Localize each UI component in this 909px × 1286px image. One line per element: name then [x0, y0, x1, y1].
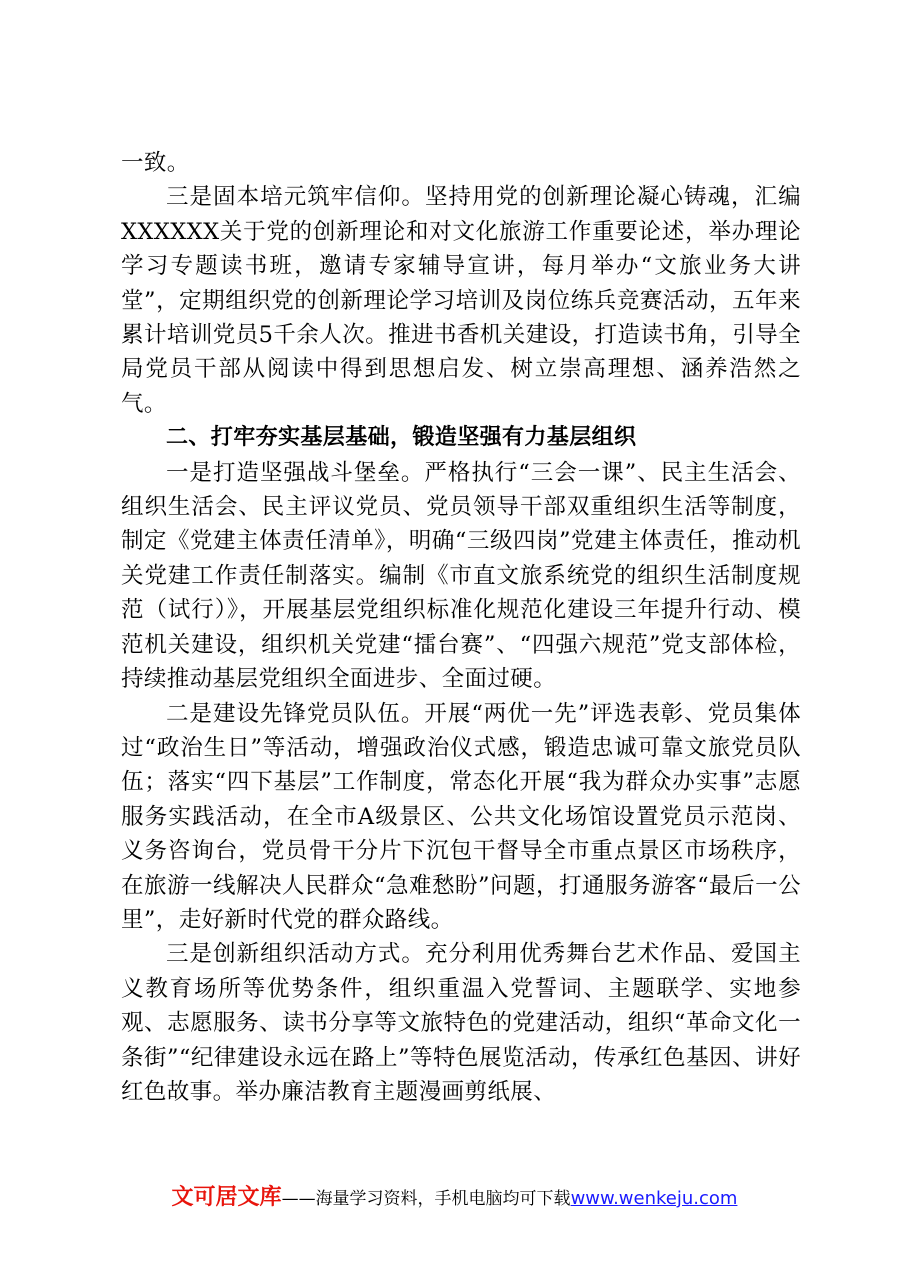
- paragraph-continuation: [121, 146, 801, 180]
- paragraph-lead: 一是打造坚强战斗堡垒。: [166, 459, 425, 486]
- section-heading: 二、打牢夯实基层基础，锻造坚强有力基层组织: [166, 425, 637, 451]
- paragraph-lead: 三是固本培元筑牢信仰。: [166, 184, 425, 211]
- footer-slogan: 海量学习资料，手机电脑均可下载: [315, 1189, 571, 1209]
- document-body: [121, 146, 801, 1109]
- paragraph-text: 一致。: [121, 150, 190, 176]
- footer-banner: [0, 1180, 909, 1211]
- footer-brand: 文可居文库: [171, 1185, 282, 1210]
- footer-dash: ——: [281, 1189, 316, 1209]
- paragraph-text: 坚持用党的创新理论凝心铸魂，汇编XXXXXX关于党的创新理论和对文化旅游工作重要论述，举办理论学习专题读书班，邀请专家辅导宣讲，每月举办“文旅业务大讲堂”，定期组织党的创新理论学习培训及岗位练兵竞赛活动，五年来累计培训党员5千余人次。推进书香机关建设，打造读书角，引导全局党员干部从阅读中得到思想启发、树立崇高理想、涵养浩然之气。: [121, 184, 801, 417]
- paragraph-lead: 三是创新组织活动方式。: [166, 941, 425, 968]
- paragraph-text: 充分利用优秀舞台艺术作品、爱国主义教育场所等优势条件，组织重温入党誓词、主题联学、实地参观、志愿服务、读书分享等文旅特色的党建活动，组织“革命文化一条街”“纪律建设永远在路上”等特色展览活动，传承红色基因、讲好红色故事。举办廉洁教育主题漫画剪纸展、: [121, 941, 801, 1105]
- paragraph-text: 严格执行“三会一课”、民主生活会、组织生活会、民主评议党员、党员领导干部双重组织生活等制度，制定《党建主体责任清单》，明确“三级四岗”党建主体责任，推动机关党建工作责任制落实。编制《市直文旅系统党的组织生活制度规范（试行）》，开展基层党组织标准化规范化建设三年提升行动、模范机关建设，组织机关党建“擂台赛”、“四强六规范”党支部体检，持续推动基层党组织全面进步、全面过硬。: [121, 459, 802, 693]
- paragraph-activities: [121, 937, 801, 1109]
- paragraph-lead: 二是建设先锋党员队伍。: [166, 700, 425, 727]
- paragraph-text: 开展“两优一先”评选表彰、党员集体过“政治生日”等活动，增强政治仪式感，锻造忠诚可靠文旅党员队伍；落实“四下基层”工作制度，常态化开展“我为群众办实事”志愿服务实践活动，在全市A级景区、公共文化场馆设置党员示范岗、义务咨询台，党员骨干分片下沉包干督导全市重点景区市场秩序，在旅游一线解决人民群众“急难愁盼”问题，打通服务游客“最后一公里”，走好新时代党的群众路线。: [121, 700, 802, 933]
- paragraph-faith: [121, 180, 801, 421]
- paragraph-fortress: [121, 456, 801, 697]
- footer-link[interactable]: www.wenkeju.com: [570, 1188, 738, 1209]
- paragraph-vanguard: [121, 697, 801, 938]
